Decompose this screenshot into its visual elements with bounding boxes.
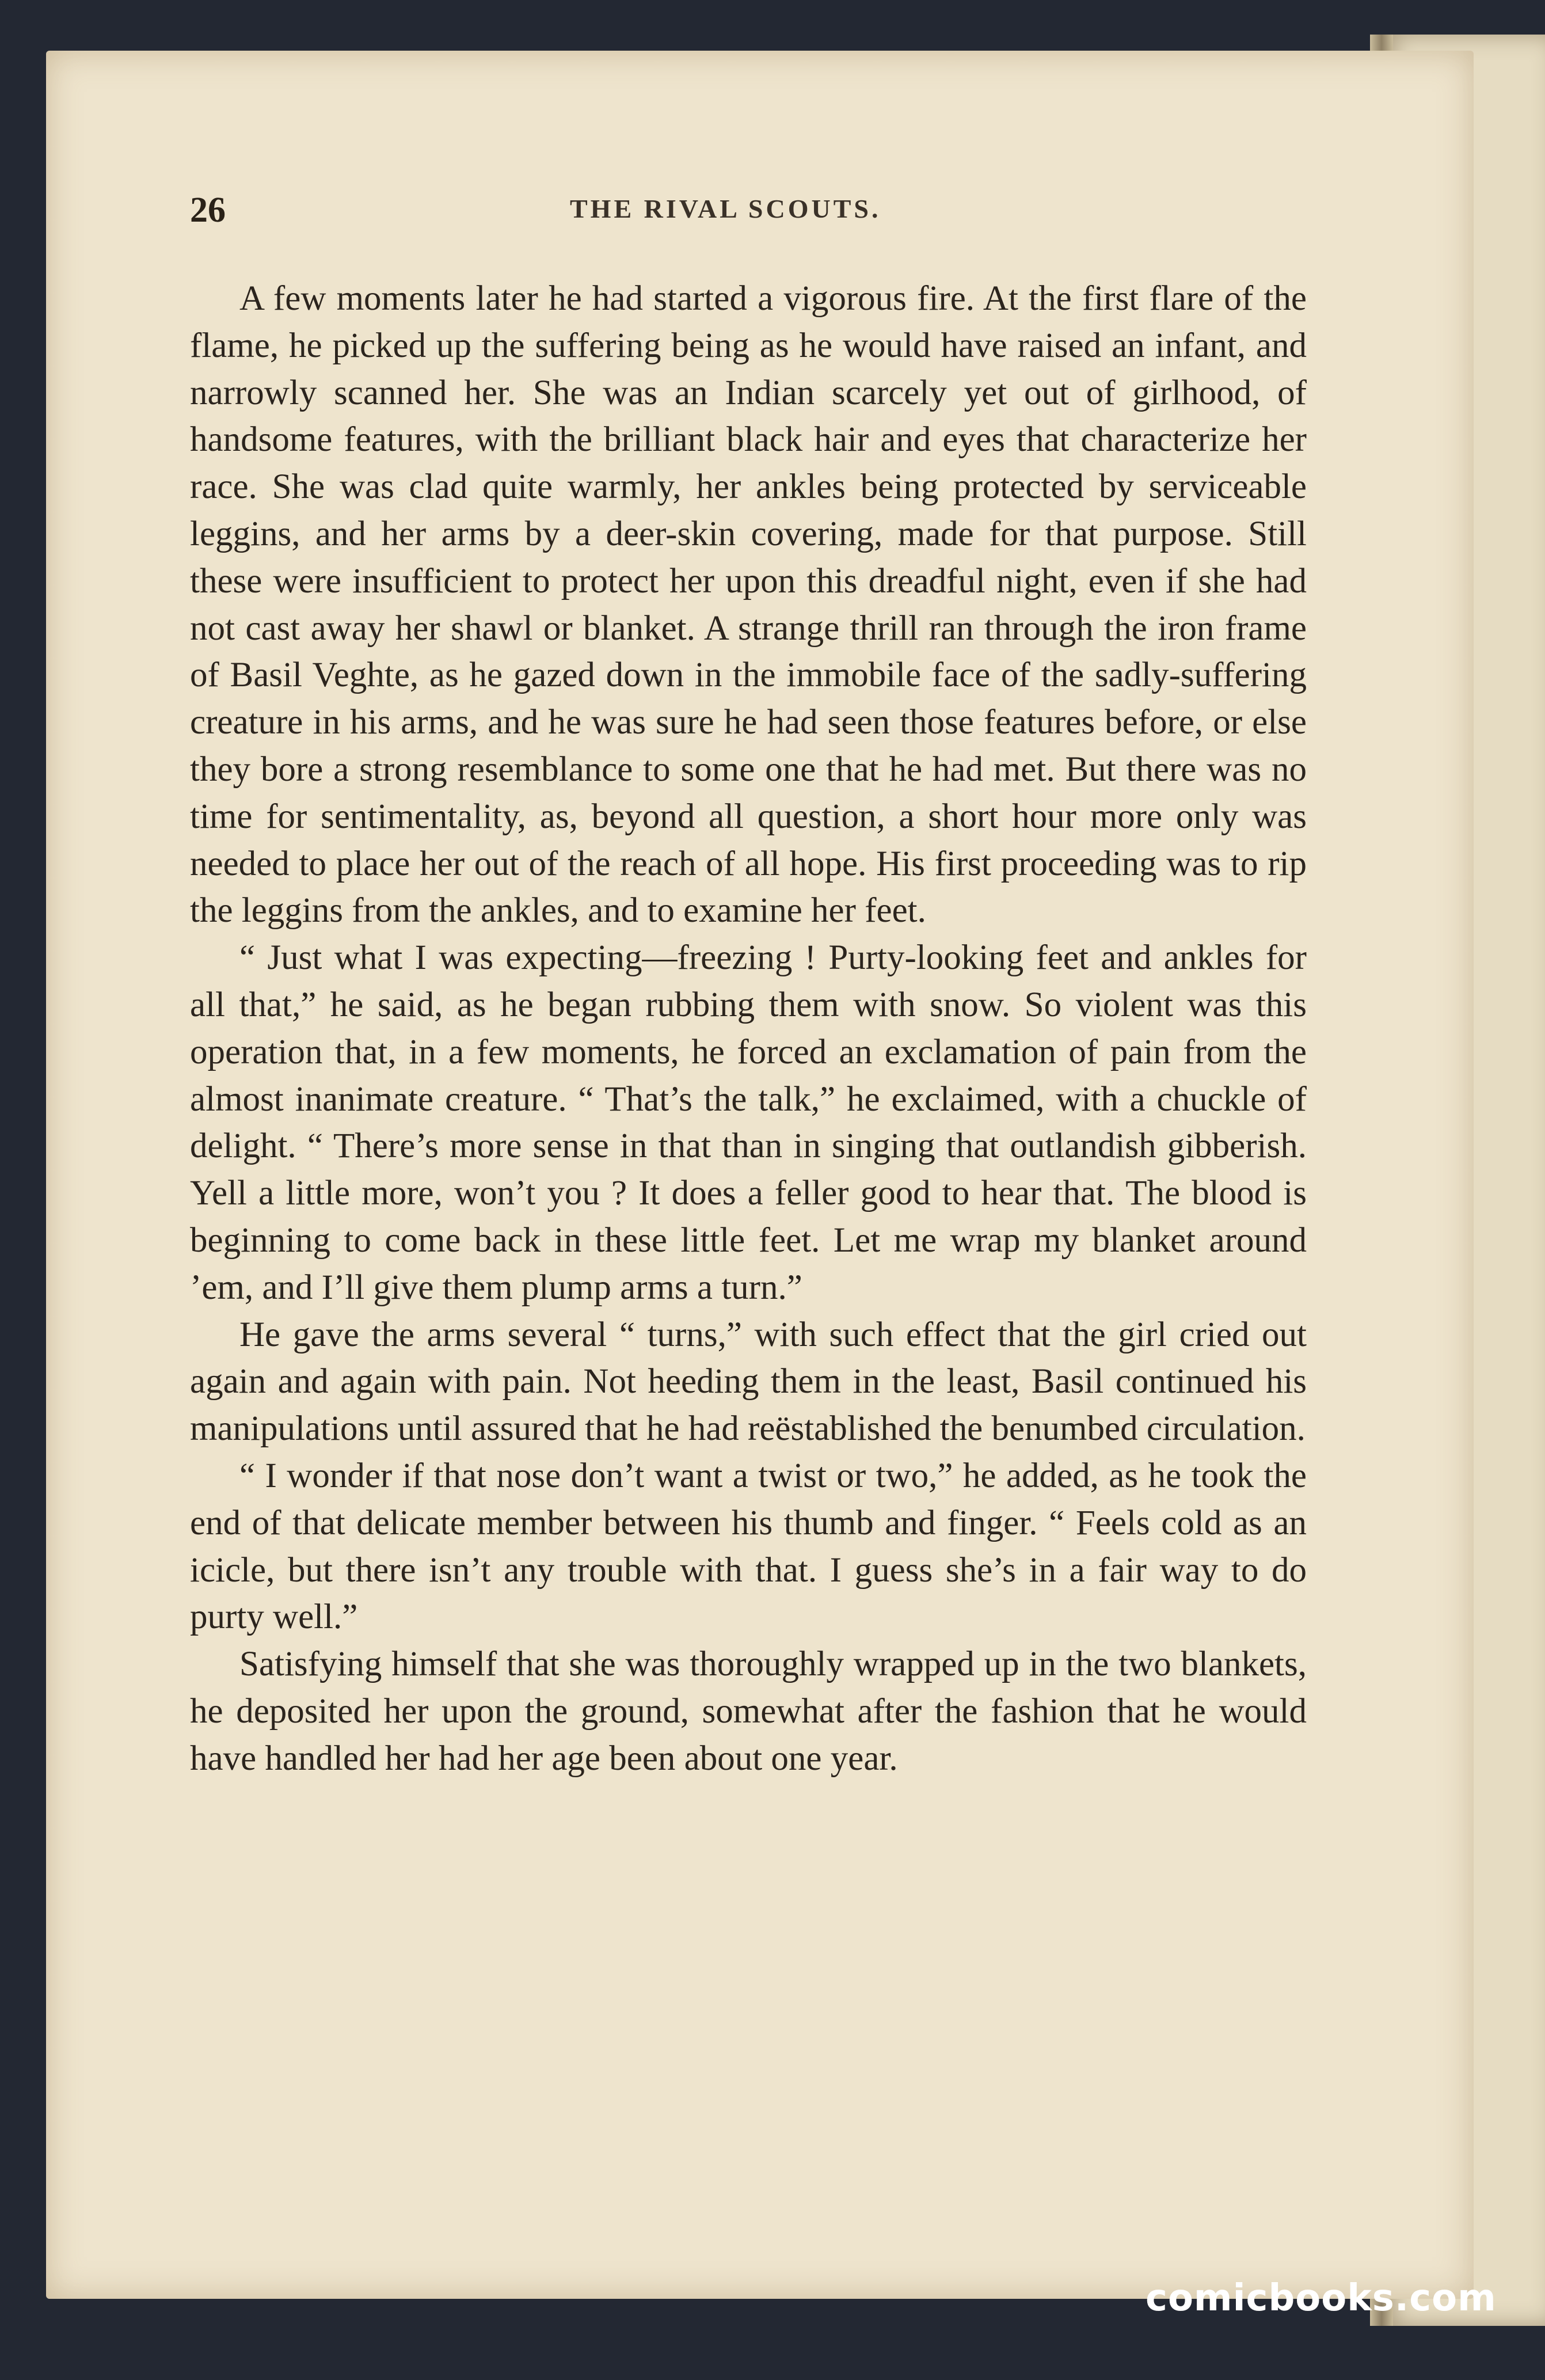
paragraph: “ Just what I was expecting—freezing ! Purty-looking feet and ankles for all that,” he said, as he began rubbing them with snow. So violent was this operation that, in a few moments, he forced an exclamation of pain from the almost inanimate creature. “ That’s the talk,” he exclaimed, with a chuckle of delight. “ There’s more sense in that than in singing that outlandish gibberish. Yell a little more, won’t you ? It does a feller good to hear that. The blood is beginning to come back in these little feet. Let me wrap my blanket around ’em, and I’ll give them plump arms a turn.” [190,938,1307,1307]
body-text [190,275,1307,1782]
page-number: 26 [190,191,226,230]
paragraph: “ I wonder if that nose don’t want a twist or two,” he added, as he took the end of that delicate member between his thumb and finger. “ Feels cold as an icicle, but there isn’t any trouble with that. I guess she’s in a fair way to do purty well.” [190,1456,1307,1637]
paragraph: Satisfying himself that she was thoroughly wrapped up in the two blankets, he deposited her upon the ground, somewhat after the fashion that he would have handled her had her age been about one year. [190,1645,1307,1778]
paragraph: He gave the arms several “ turns,” with such effect that the girl cried out again and again with pain. Not heeding them in the least, Basil continued his manipulations until assured that he had reëstablished the benumbed circulation. [190,1315,1307,1448]
watermark: comicbooks.com [1146,2277,1497,2320]
running-title: THE RIVAL SCOUTS. [570,194,881,223]
page-header [190,190,1307,236]
paragraph: A few moments later he had started a vigorous fire. At the first flare of the flame, he picked up the suffering being as he would have raised an infant, and narrowly scanned her. She was an Indian scarcely yet out of girlhood, of handsome features, with the brilliant black hair and eyes that characterize her race. She was clad quite warmly, her ankles being protected by serviceable leggins, and her arms by a deer-skin covering, made for that purpose. Still these were insufficient to protect her upon this dreadful night, even if she had not cast away her shawl or blanket. A strange thrill ran through the iron frame of Basil Veghte, as he gazed down in the immobile face of the sadly-suffering creature in his arms, and he was sure he had seen those features before, or else they bore a strong resemblance to some one that he had met. But there was no time for sentimentality, as, beyond all question, a short hour more only was needed to place her out of the reach of all hope. His first proceeding was to rip the leggins from the ankles, and to examine her feet. [190,279,1307,930]
